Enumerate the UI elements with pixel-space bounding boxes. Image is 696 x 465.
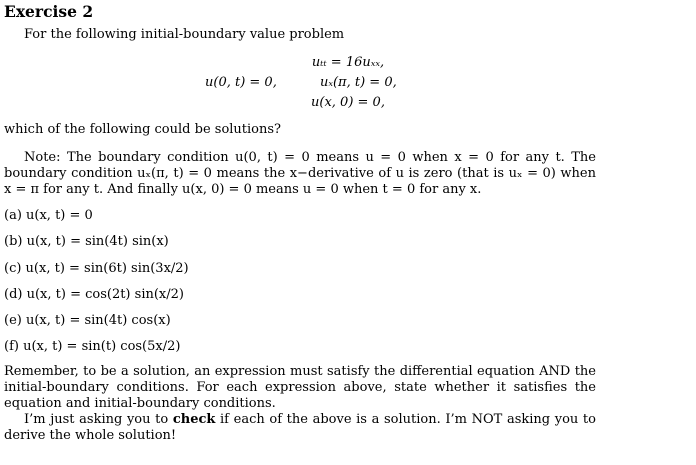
pde-equation: uₜₜ = 16uₓₓ, xyxy=(311,55,385,70)
option-b: (b) u(x, t) = sin(4t) sin(x) xyxy=(4,234,169,249)
boundary-condition-right: uₓ(π, t) = 0, xyxy=(320,75,397,90)
option-f: (f) u(x, t) = sin(t) cos(5x/2) xyxy=(4,339,181,354)
exercise-title: Exercise 2 xyxy=(4,2,94,21)
boundary-condition-left: u(0, t) = 0, xyxy=(205,75,277,90)
note-paragraph: Note: The boundary condition u(0, t) = 0 means u = 0 when x = 0 for any t. The boundary condition uₓ(π, t) = 0 means the x−derivative of u is zero (that is uₓ = 0) when x = π for any t. And finally u(x, 0) = 0 means u = 0 when t = 0 for any x. xyxy=(4,150,596,197)
check-emphasis: check xyxy=(172,412,216,427)
ask-paragraph: I’m just asking you to check if each of the above is a solution. I’m NOT asking you to derive the whole solution! xyxy=(4,412,596,443)
remember-paragraph: Remember, to be a solution, an expression must satisfy the differential equation AND the initial-boundary conditions. For each expression above, state whether it satisfies the equation and initial-boundary conditions. xyxy=(4,364,596,411)
option-c: (c) u(x, t) = sin(6t) sin(3x/2) xyxy=(4,261,189,276)
option-e: (e) u(x, t) = sin(4t) cos(x) xyxy=(4,313,171,328)
intro-text: For the following initial-boundary value problem xyxy=(24,27,345,42)
initial-condition: u(x, 0) = 0, xyxy=(311,95,385,110)
question-text: which of the following could be solutions? xyxy=(4,122,282,137)
option-a: (a) u(x, t) = 0 xyxy=(4,208,93,223)
option-d: (d) u(x, t) = cos(2t) sin(x/2) xyxy=(4,287,184,302)
